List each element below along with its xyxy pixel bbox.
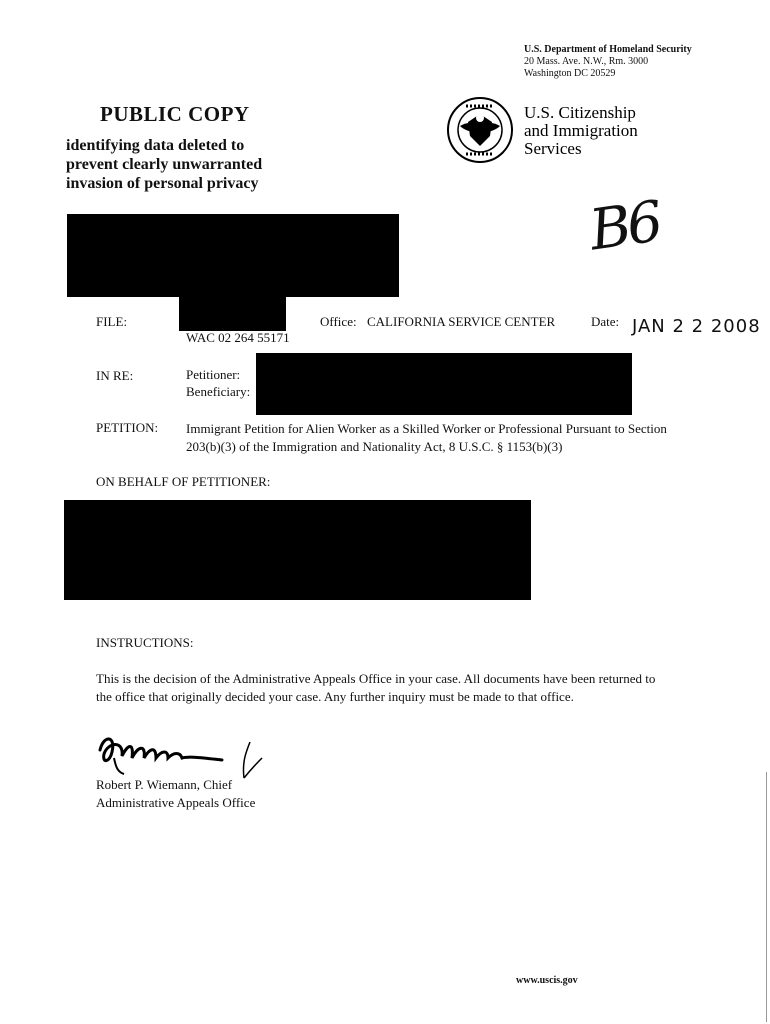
address-line: 20 Mass. Ave. N.W., Rm. 3000 (524, 56, 649, 67)
privacy-notice-line: identifying data deleted to (66, 137, 245, 154)
agency-address (524, 44, 692, 80)
beneficiary-label: Beneficiary: (186, 384, 251, 399)
instructions-text (96, 670, 655, 706)
signatory-office: Administrative Appeals Office (96, 795, 256, 810)
instructions-line: This is the decision of the Administrative Appeals Office in your case. All documents have been returned to (96, 671, 656, 686)
agency-name-line: Services (524, 139, 582, 158)
petition-line: 203(b)(3) of the Immigration and Nationality Act, 8 U.S.C. § 1153(b)(3) (186, 439, 563, 454)
agency-name-line: U.S. Citizenship (524, 103, 636, 122)
privacy-notice-line: invasion of personal privacy (66, 175, 259, 192)
scan-edge-line (766, 772, 767, 1022)
instructions-heading: INSTRUCTIONS: (96, 635, 194, 650)
in-re-label: IN RE: (96, 368, 134, 383)
address-line: Washington DC 20529 (524, 68, 616, 79)
petitioner-label: Petitioner: (186, 367, 241, 382)
petition-text (186, 420, 706, 456)
instructions-line: the office that originally decided your case. Any further inquiry must be made to that office. (96, 689, 574, 704)
handwritten-mark: B6 (585, 189, 663, 264)
public-copy-stamp: PUBLIC COPY (100, 102, 250, 126)
footer-url: www.uscis.gov (516, 975, 578, 986)
date-stamp: JAN 2 2 2008 (632, 316, 761, 337)
redaction-box (179, 297, 286, 331)
agency-name-line: and Immigration (524, 121, 638, 140)
redaction-box (64, 500, 531, 600)
dhs-seal-icon (446, 96, 514, 164)
petition-line: Immigrant Petition for Alien Worker as a Skilled Worker or Professional Pursuant to Section (186, 421, 667, 436)
office-label: Office: (320, 314, 357, 329)
privacy-notice-line: prevent clearly unwarranted (66, 156, 263, 173)
office-value: CALIFORNIA SERVICE CENTER (367, 314, 556, 329)
redaction-box (256, 353, 632, 415)
file-label: FILE: (96, 314, 128, 329)
redaction-box (67, 214, 399, 297)
date-label: Date: (591, 314, 620, 329)
petition-label: PETITION: (96, 420, 159, 435)
signatory-block (96, 776, 255, 812)
file-number: WAC 02 264 55171 (186, 330, 290, 345)
agency-name (524, 104, 638, 158)
signatory-name: Robert P. Wiemann, Chief (96, 777, 233, 792)
address-line: U.S. Department of Homeland Security (524, 44, 692, 55)
privacy-notice (66, 136, 262, 193)
on-behalf-label: ON BEHALF OF PETITIONER: (96, 474, 271, 489)
